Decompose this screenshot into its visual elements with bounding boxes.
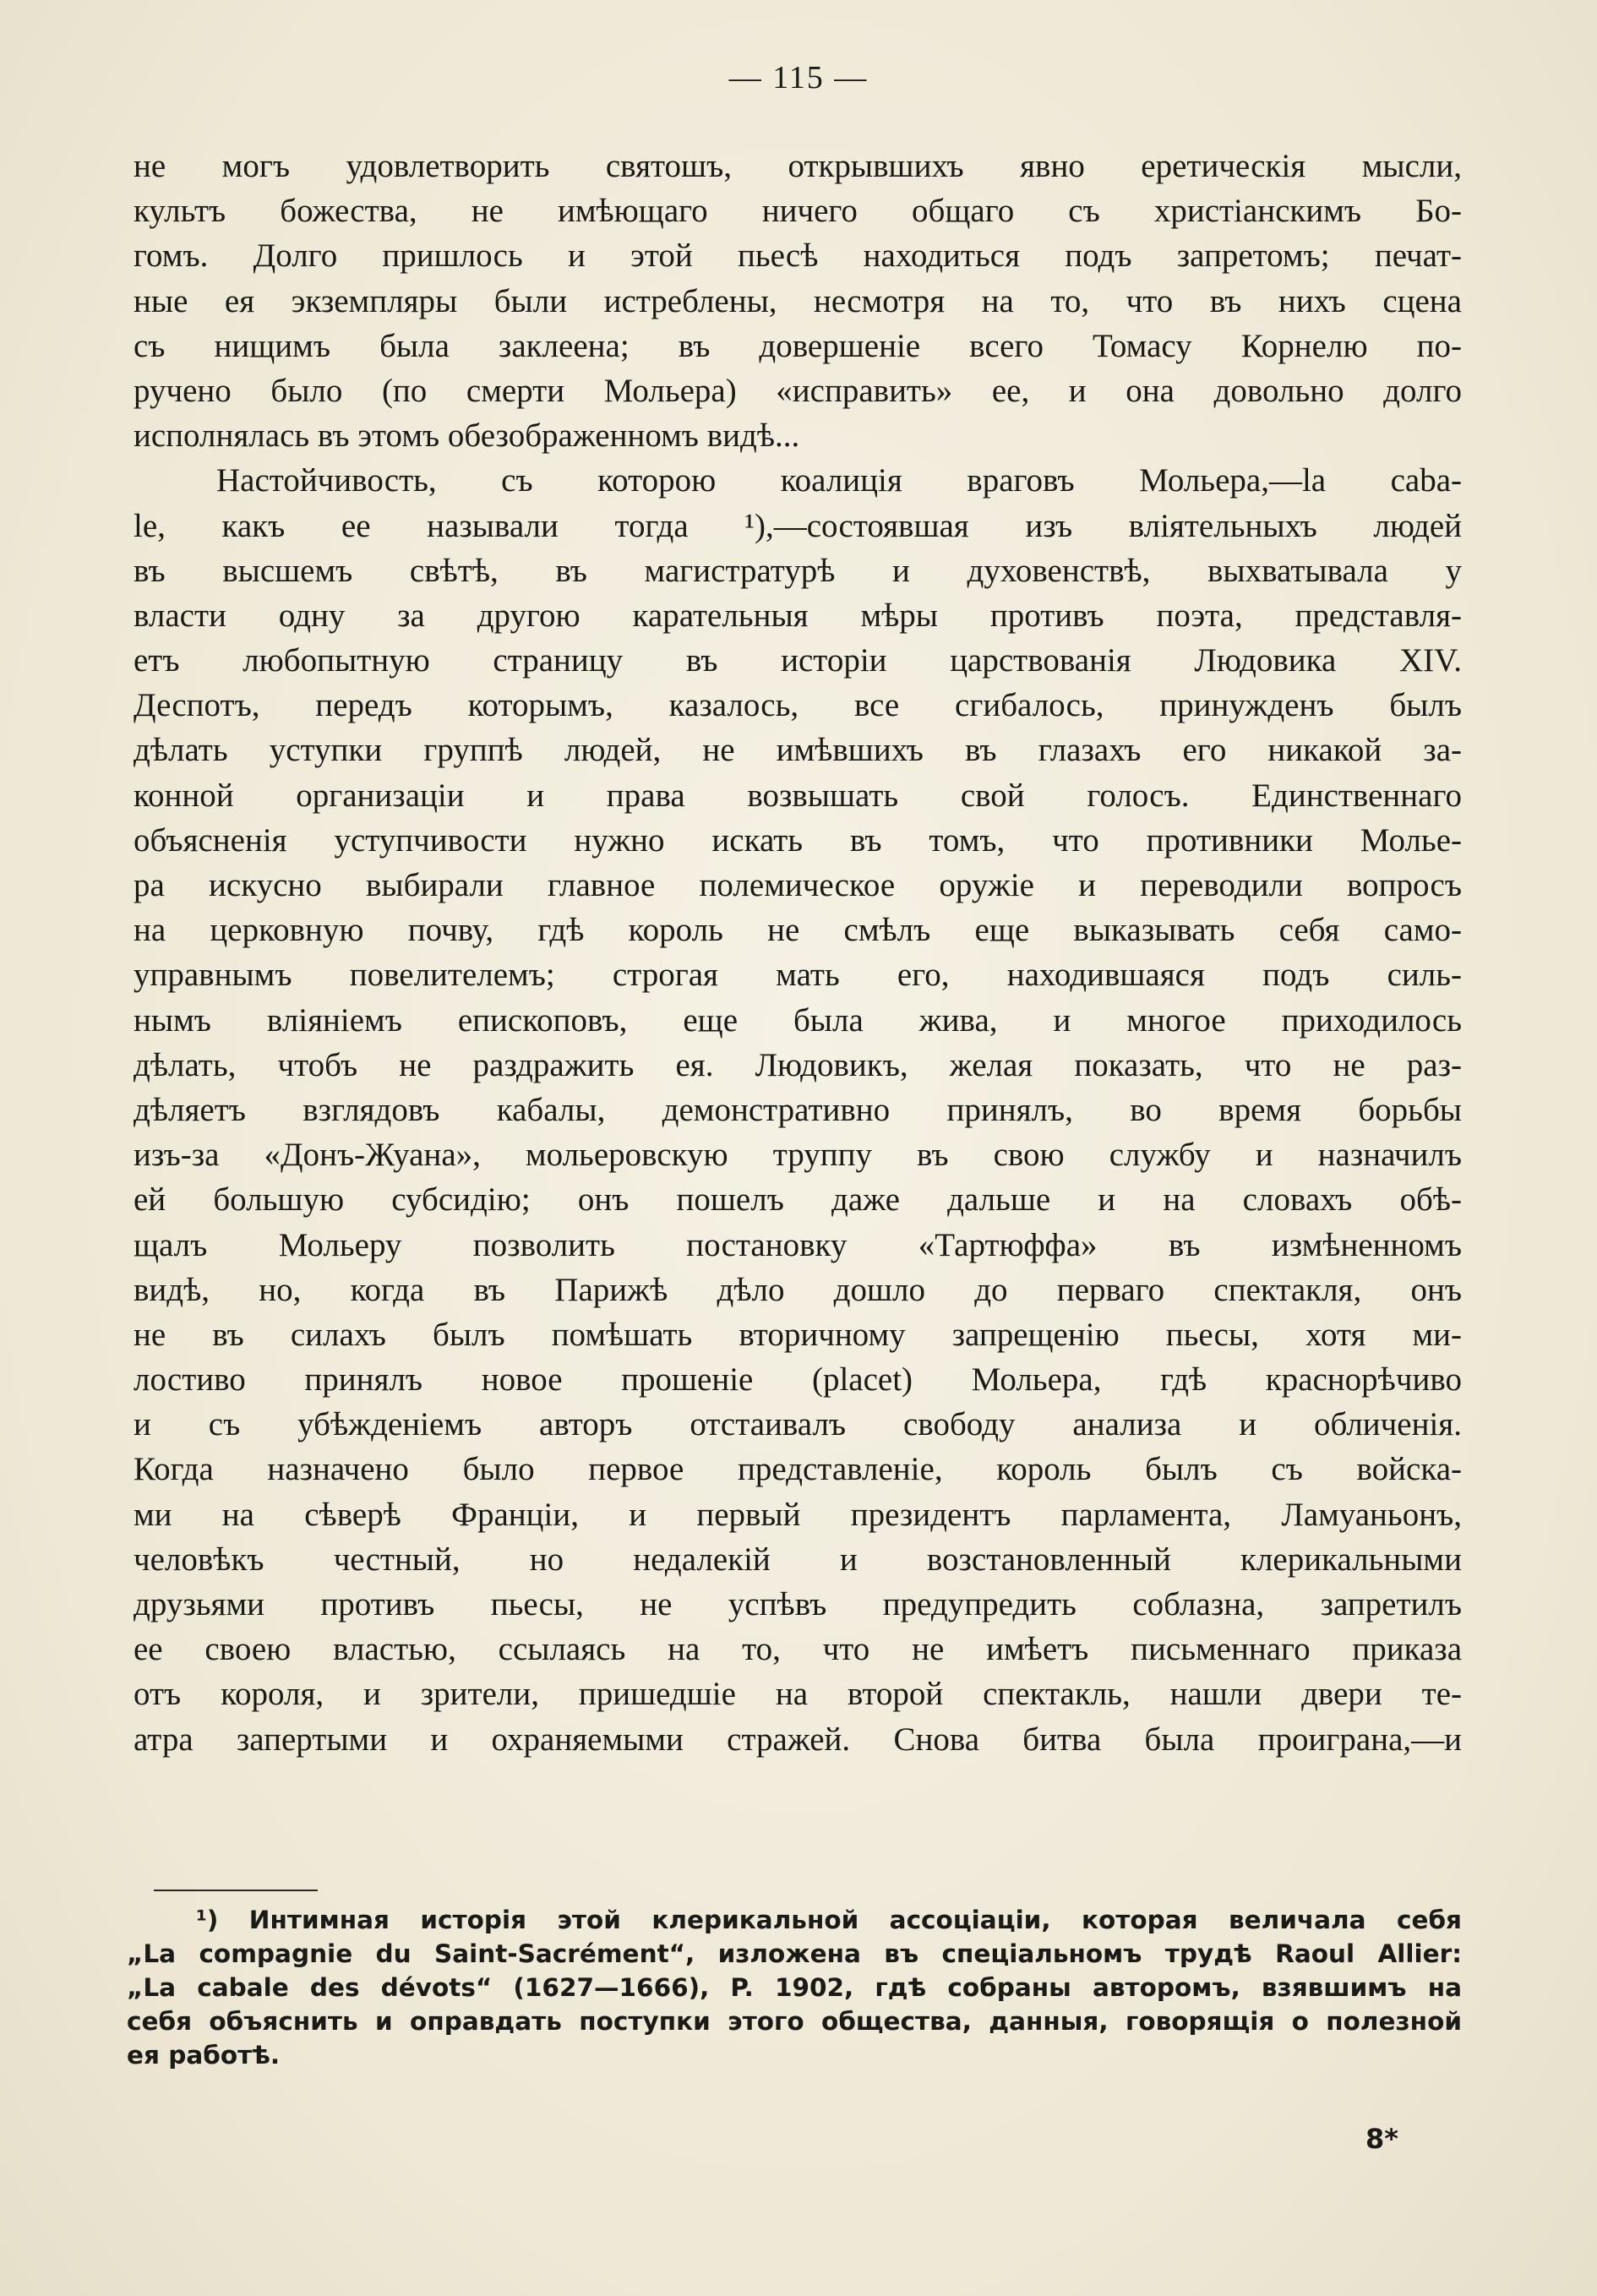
text-line: атра запертыми и охраняемыми стражей. Снова битва была проиграна,—и bbox=[134, 1721, 1462, 1758]
footnote bbox=[127, 1903, 1462, 2072]
text-line: етъ любопытную страницу въ исторіи царствованія Людовика XIV. bbox=[134, 642, 1462, 679]
footnote-line: „La cabale des dévots“ (1627—1666), P. 1902, гдѣ собраны авторомъ, взявшимъ на bbox=[127, 1973, 1462, 2002]
text-line: гомъ. Долго пришлось и этой пьесѣ находиться подъ запретомъ; печат- bbox=[134, 237, 1462, 275]
text-line: на церковную почву, гдѣ король не смѣлъ еще выказывать себя само- bbox=[134, 912, 1462, 949]
text-line: власти одну за другою карательныя мѣры противъ поэта, представля- bbox=[134, 597, 1462, 634]
footnote-line: ея работѣ. bbox=[127, 2041, 281, 2070]
footnote-divider bbox=[154, 1890, 318, 1891]
text-line: ра искусно выбирали главное полемическое оружіе и переводили вопросъ bbox=[134, 867, 1462, 903]
main-text-body bbox=[134, 144, 1462, 1762]
text-line: управнымъ повелителемъ; строгая мать его, находившаяся подъ силь- bbox=[134, 957, 1462, 994]
text-line: изъ-за «Донъ-Жуана», мольеровскую труппу въ свою службу и назначилъ bbox=[134, 1137, 1462, 1174]
text-line: ручено было (по смерти Мольера) «исправить» ее, и она довольно долго bbox=[134, 372, 1462, 409]
text-line: Когда назначено было первое представленіе, король былъ съ войска- bbox=[134, 1451, 1462, 1488]
page-number: — 115 — bbox=[728, 60, 869, 95]
text-line: дѣляетъ взглядовъ кабалы, демонстративно принялъ, во время борьбы bbox=[134, 1091, 1462, 1128]
text-line: Деспотъ, передъ которымъ, казалось, все сгибалось, принужденъ былъ bbox=[134, 687, 1462, 724]
text-line: нымъ вліяніемъ епископовъ, еще была жива, и многое приходилось bbox=[134, 1001, 1462, 1039]
signature-mark: 8* bbox=[1365, 2123, 1398, 2155]
text-line: видѣ, но, когда въ Парижѣ дѣло дошло до перваго спектакля, онъ bbox=[134, 1271, 1462, 1308]
text-line: не могъ удовлетворить святошъ, открывшихъ явно еретическія мысли, bbox=[134, 148, 1462, 184]
text-line: объясненія уступчивости нужно искать въ томъ, что противники Молье- bbox=[134, 821, 1462, 859]
text-line: друзьями противъ пьесы, не успѣвъ предупредить соблазна, запретилъ bbox=[134, 1586, 1462, 1622]
text-line: человѣкъ честный, но недалекій и возстановленный клерикальными bbox=[134, 1541, 1462, 1578]
text-line: не въ силахъ былъ помѣшать вторичному запрещенію пьесы, хотя ми- bbox=[134, 1316, 1462, 1353]
text-line: ее своею властью, ссылаясь на то, что не имѣетъ письменнаго приказа bbox=[134, 1631, 1462, 1668]
text-line: дѣлать уступки группѣ людей, не имѣвшихъ въ глазахъ его никакой за- bbox=[134, 732, 1462, 769]
text-line: отъ короля, и зрители, пришедшіе на второй спектакль, нашли двери те- bbox=[134, 1676, 1462, 1713]
text-line: культъ божества, не имѣющаго ничего общаго съ христіанскимъ Бо- bbox=[134, 193, 1462, 230]
text-line: ми на сѣверѣ Франціи, и первый президентъ парламента, Ламуаньонъ, bbox=[134, 1496, 1462, 1533]
text-line: съ нищимъ была заклеена; въ довершеніе всего Томасу Корнелю по- bbox=[134, 327, 1462, 364]
text-line: щалъ Мольеру позволить постановку «Тартюффа» въ измѣненномъ bbox=[134, 1226, 1462, 1263]
footnote-line: себя объяснить и оправдать поступки этого общества, данныя, говорящія о полезной bbox=[127, 2007, 1462, 2036]
footnote-line: ¹) Интимная исторія этой клерикальной ассоціаціи, которая величала себя bbox=[196, 1906, 1462, 1934]
text-line: дѣлать, чтобъ не раздражить ея. Людовикъ, желая показать, что не раз- bbox=[134, 1046, 1462, 1083]
text-line: и съ убѣжденіемъ авторъ отстаивалъ свободу анализа и обличенія. bbox=[134, 1406, 1462, 1443]
text-line: исполнялась въ этомъ обезображенномъ видѣ... bbox=[134, 417, 800, 455]
text-line: конной организаціи и права возвышать свой голосъ. Единственнаго bbox=[134, 777, 1462, 814]
footnote-line: „La compagnie du Saint-Sacrément“, изложена въ спеціальномъ трудѣ Raoul Allier: bbox=[127, 1939, 1462, 1968]
text-line: ные ея экземпляры были истреблены, несмотря на то, что въ нихъ сцена bbox=[134, 282, 1462, 319]
text-line: le, какъ ее называли тогда ¹),—состоявшая изъ вліятельныхъ людей bbox=[134, 507, 1462, 544]
paragraph-start-line: Настойчивость, съ которою коалиція враговъ Мольера,—la cabа- bbox=[216, 462, 1462, 499]
text-line: ей большую субсидію; онъ пошелъ даже дальше и на словахъ обѣ- bbox=[134, 1181, 1462, 1219]
text-line: въ высшемъ свѣтѣ, въ магистратурѣ и духовенствѣ, выхватывала у bbox=[134, 552, 1462, 589]
text-line: лостиво принялъ новое прошеніе (placet) Мольера, гдѣ краснорѣчиво bbox=[134, 1361, 1462, 1399]
